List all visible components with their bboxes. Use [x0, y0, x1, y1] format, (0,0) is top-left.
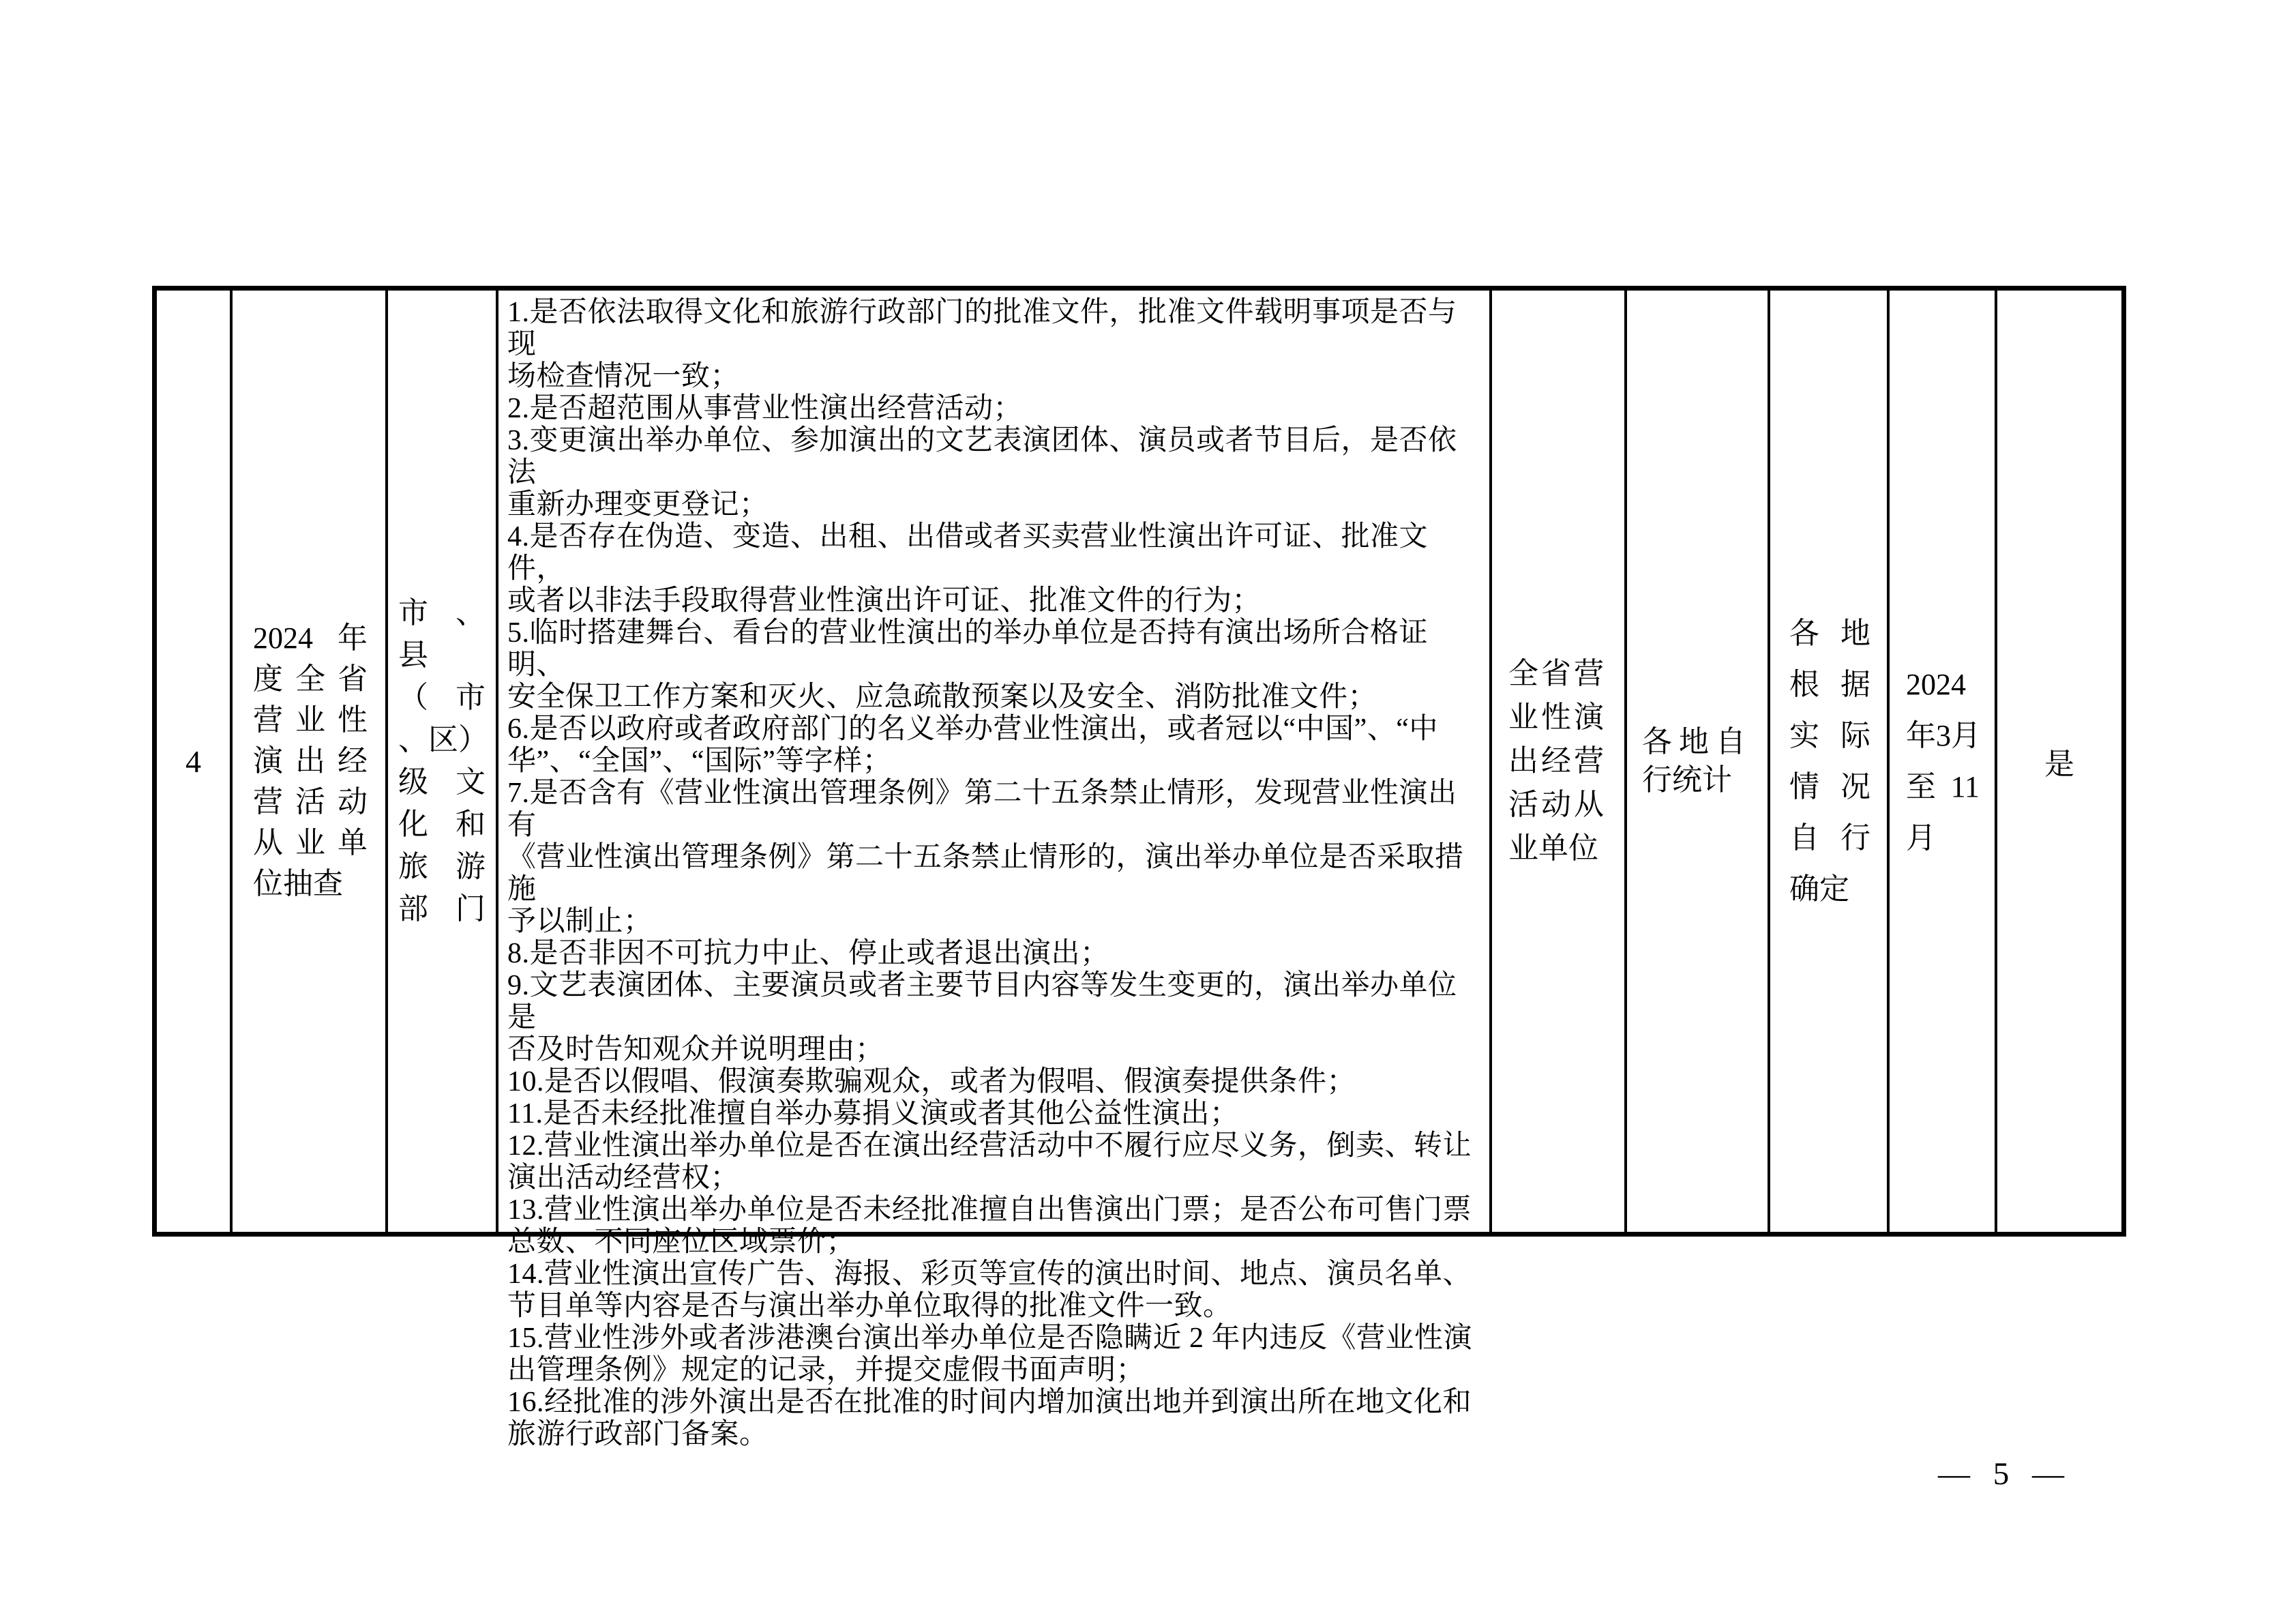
- cell-check-quantity: [1627, 291, 1770, 1232]
- text-line: 各 地: [1789, 617, 1870, 650]
- text-line: 安全保卫工作方案和灭火、应急疏散预案以及安全、消防批准文件；: [507, 681, 1377, 713]
- text-line: 7.是否含有《营业性演出管理条例》第二十五条禁止情形，发现营业性演出有: [507, 778, 1457, 841]
- text-line: 业单位: [1508, 831, 1598, 865]
- text-line: 部 门: [398, 892, 486, 926]
- cell-check-time: [1890, 291, 1997, 1232]
- inspection-table: [152, 286, 2126, 1450]
- text-line: 8.是否非因不可抗力中止、停止或者退出演出；: [507, 938, 1109, 969]
- text-line: 活 动 从: [1508, 788, 1604, 821]
- text-line: 、 区 ）: [398, 723, 488, 756]
- cell-publish-result: [1997, 291, 2121, 1232]
- text-line: 2024 年: [253, 621, 368, 655]
- text-line: 从 业 单: [253, 826, 368, 859]
- text-line: 各 地 自: [1642, 725, 1746, 758]
- cell-implementing-department: [388, 291, 498, 1232]
- text-line: 出 经 营: [1508, 744, 1604, 778]
- text-line: 10.是否以假唱、假演奏欺骗观众，或者为假唱、假演奏提供条件；: [507, 1066, 1356, 1097]
- text-line: 出管理条例》规定的记录，并提交虚假书面声明；: [507, 1355, 1146, 1386]
- text-line: 14.营业性演出宣传广告、海报、彩页等宣传的演出时间、地点、演员名单、: [507, 1258, 1472, 1290]
- text-line: 演出活动经营权；: [507, 1162, 740, 1194]
- text-line: 旅游行政部门备案。: [507, 1419, 769, 1450]
- text-line: 根 据: [1789, 668, 1870, 701]
- text-line: 12.营业性演出举办单位是否在演出经营活动中不履行应尽义务，倒卖、转让: [507, 1130, 1472, 1162]
- text-line: 确定: [1789, 872, 1849, 906]
- text-line: 月: [1906, 821, 1936, 855]
- text-line: 2.是否超范围从事营业性演出经营活动；: [507, 393, 1023, 424]
- text-line: 《营业性演出管理条例》第二十五条禁止情形的，演出举办单位是否采取措施: [507, 842, 1464, 905]
- text-line: 实 际: [1789, 719, 1870, 752]
- text-line: 业 性 演: [1508, 700, 1604, 734]
- text-line: 旅 游: [398, 850, 486, 883]
- text-line: 13.营业性演出举办单位是否未经批准擅自出售演出门票；是否公布可售门票: [507, 1194, 1472, 1226]
- text-line: 营 业 性: [253, 703, 368, 737]
- text-line: 1.是否依法取得文化和旅游行政部门的批准文件，批准文件载明事项是否与现: [507, 297, 1457, 360]
- text-line: （ 市: [398, 681, 486, 714]
- text-line: 否及时告知观众并说明理由；: [507, 1034, 884, 1065]
- text-line: 华”、“全国”、“国际”等字样；: [507, 745, 892, 777]
- cell-check-object: [1492, 291, 1627, 1232]
- text-line: 营 活 动: [253, 785, 368, 818]
- text-line: 场检查情况一致；: [507, 361, 740, 392]
- text-line: 位抽查: [253, 867, 343, 900]
- text-line: 予以制止；: [507, 906, 653, 937]
- text-line: 化 和: [398, 808, 486, 841]
- text-line: 4.是否存在伪造、变造、出租、出借或者买卖营业性演出许可证、批准文件，: [507, 521, 1429, 585]
- page-number: — 5 —: [1938, 1456, 2064, 1492]
- text-line: 情 况: [1789, 770, 1870, 803]
- text-line: 年 3 月: [1906, 719, 1981, 752]
- cell-task-name: [233, 291, 388, 1232]
- text-line: 5.临时搭建舞台、看台的营业性演出的举办单位是否持有演出场所合格证明、: [507, 617, 1429, 681]
- text-line: 行统计: [1642, 763, 1732, 797]
- text-line: 6.是否以政府或者政府部门的名义举办营业性演出，或者冠以“中国”、“中: [507, 713, 1438, 745]
- text-line: 演 出 经: [253, 744, 368, 778]
- text-line: 全 省 营: [1508, 657, 1604, 690]
- text-line: 11.是否未经批准擅自举办募捐义演或者其他公益性演出；: [507, 1098, 1239, 1130]
- text-line: 总数、不同座位区域票价；: [507, 1226, 856, 1258]
- text-line: 2024: [1906, 668, 1966, 701]
- publish-result: 是: [2044, 748, 2074, 781]
- sequence-number: 4: [185, 743, 201, 779]
- text-line: 3.变更演出举办单位、参加演出的文艺表演团体、演员或者节目后，是否依法: [507, 425, 1457, 488]
- text-line: 9.文艺表演团体、主要演员或者主要节目内容等发生变更的，演出举办单位是: [507, 970, 1457, 1033]
- cell-sequence-number: [157, 291, 233, 1232]
- cell-check-ratio-basis: [1770, 291, 1890, 1232]
- text-line: 或者以非法手段取得营业性演出许可证、批准文件的行为；: [507, 585, 1262, 617]
- text-line: 重新办理变更登记；: [507, 489, 769, 520]
- text-line: 16.经批准的涉外演出是否在批准的时间内增加演出地并到演出所在地文化和: [507, 1387, 1472, 1418]
- text-line: 度 全 省: [253, 662, 368, 696]
- text-line: 节目单等内容是否与演出举办单位取得的批准文件一致。: [507, 1290, 1232, 1322]
- text-line: 级 文: [398, 765, 486, 799]
- text-line: 县: [398, 638, 428, 672]
- text-line: 15.营业性涉外或者涉港澳台演出举办单位是否隐瞒近 2 年内违反《营业性演: [507, 1323, 1473, 1354]
- text-line: 市 、: [398, 596, 486, 630]
- text-line: 自 行: [1789, 821, 1870, 855]
- cell-check-items: [498, 291, 1492, 1450]
- text-line: 至 11: [1906, 770, 1980, 803]
